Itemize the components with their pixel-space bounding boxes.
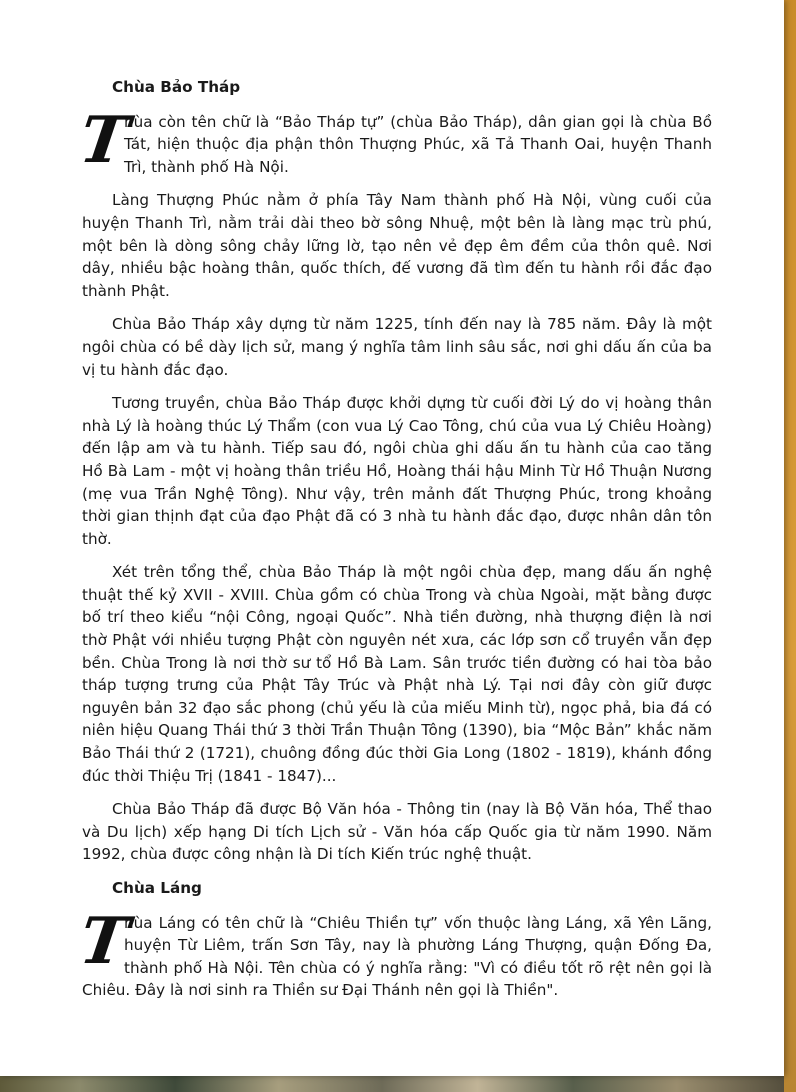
page-content	[75, 70, 712, 1013]
body-paragraph: Tương truyền, chùa Bảo Tháp được khởi dựng từ cuối đời Lý do vị hoàng thân nhà Lý là hoàng thúc Lý Thẩm (con vua Lý Cao Tông, chú của vua Lý Chiêu Hoàng) đến lập am và tu hành. Tiếp sau đó, ngôi chùa ghi dấu ấn tu hành của cao tăng Hồ Bà Lam - một vị hoàng thân triều Hồ, Hoàng thái hậu Minh Từ Hồ Thuận Nương (mẹ vua Trần Nghệ Tông). Như vậy, trên mảnh đất Thượng Phúc, trong khoảng thời gian thịnh đạt của đạo Phật đã có 3 nhà tu hành đắc đạo, được nhân dân tôn thờ.	[82, 394, 712, 548]
section-heading-bao-thap: Chùa Bảo Tháp	[112, 78, 241, 96]
body-paragraph: Chùa Bảo Tháp đã được Bộ Văn hóa - Thông tin (nay là Bộ Văn hóa, Thể thao và Du lịch) xếp hạng Di tích Lịch sử - Văn hóa cấp Quốc gia từ năm 1990. Năm 1992, chùa được công nhận là Di tích Kiến trúc nghệ thuật.	[82, 800, 712, 864]
intro-text: hùa Láng có tên chữ là “Chiêu Thiền tự” vốn thuộc làng Láng, xã Yên Lãng, huyện Từ Liêm, trấn Sơn Tây, nay là phường Láng Thượng, quận Đống Đa, thành phố Hà Nội. Tên chùa có ý nghĩa rằng: "Vì có điều tốt rõ rệt nên gọi là Chiêu. Đây là nơi sinh ra Thiền sư Đại Thánh nên gọi là Thiền".	[82, 913, 712, 1000]
body-paragraph: Làng Thượng Phúc nằm ở phía Tây Nam thành phố Hà Nội, vùng cuối của huyện Thanh Trì, nằm trải dài theo bờ sông Nhuệ, một bên là làng mạc trù phú, một bên là dòng sông chảy lững lờ, tạo nên vẻ đẹp êm đềm của thôn quê. Nơi dây, nhiều bậc hoàng thân, quốc thích, đế vương đã tìm đến tu hành rồi đắc đạo thành Phật.	[82, 191, 712, 300]
book-edge	[784, 0, 796, 1092]
drop-cap-letter: T	[75, 903, 134, 979]
intro-paragraph-lang	[75, 903, 712, 1002]
intro-text: hùa còn tên chữ là “Bảo Tháp tự” (chùa Bảo Tháp), dân gian gọi là chùa Bồ Tát, hiện thuộc địa phận thôn Thượng Phúc, xã Tả Thanh Oai, huyện Thanh Trì, thành phố Hà Nội.	[124, 112, 712, 176]
section-heading-lang: Chùa Láng	[112, 879, 202, 897]
drop-cap-letter: T	[75, 102, 134, 178]
body-paragraph: Xét trên tổng thể, chùa Bảo Tháp là một ngôi chùa đẹp, mang dấu ấn nghệ thuật thế kỷ XVII - XVIII. Chùa gồm có chùa Trong và chùa Ngoài, mặt bằng được bố trí theo kiểu “nội Công, ngoại Quốc”. Nhà tiền đường, nhà thượng điện là nơi thờ Phật với nhiều tượng Phật còn nguyên nét xưa, các lớp sơn cổ truyền vẫn đẹp bền. Chùa Trong là nơi thờ sư tổ Hồ Bà Lam. Sân trước tiền đường có hai tòa bảo tháp tượng trưng của Phật Tây Trúc và Phật nhà Lý. Tại nơi đây còn giữ được nguyên bản 32 đạo sắc phong (chủ yếu là của miếu Minh từ), ngọc phả, bia đá có niên hiệu Quang Thái thứ 3 thời Trần Thuận Tông (1390), bia “Mộc Bản” khắc năm Bảo Thái thứ 2 (1721), chuông đồng đúc thời Gia Long (1802 - 1819), khánh đồng đúc thời Thiệu Trị (1841 - 1847)...	[82, 563, 712, 785]
intro-paragraph-bao-thap	[75, 102, 712, 179]
body-paragraph: Chùa Bảo Tháp xây dựng từ năm 1225, tính đến nay là 785 năm. Đây là một ngôi chùa có bề dày lịch sử, mang ý nghĩa tâm linh sâu sắc, nơi ghi dấu ấn của ba vị tu hành đắc đạo.	[82, 315, 712, 379]
background-photo-strip	[0, 1076, 796, 1092]
